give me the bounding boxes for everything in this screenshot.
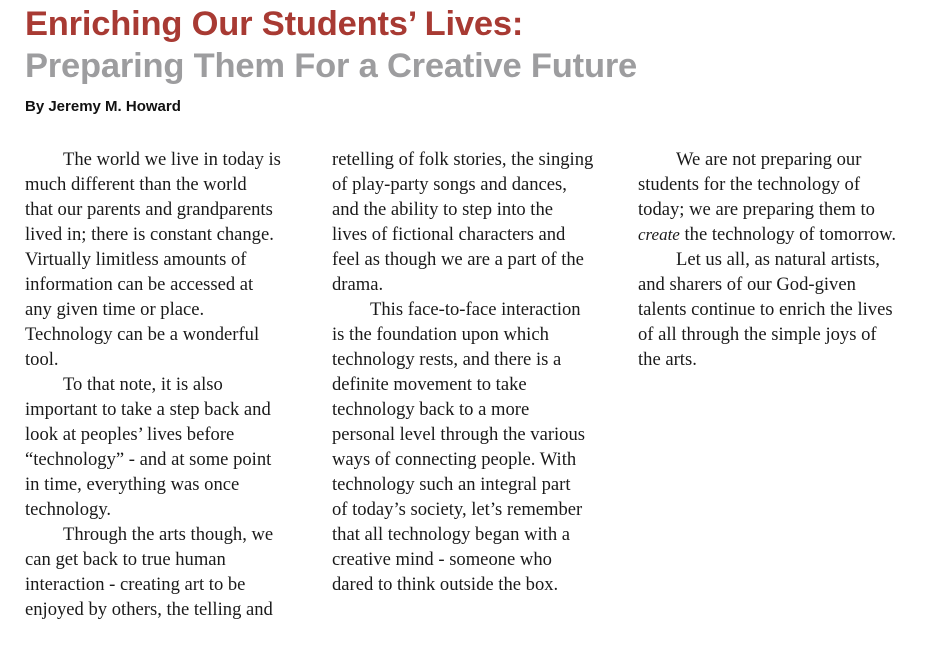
text-line: the arts. [638, 349, 697, 370]
text-line [638, 222, 930, 247]
text-fragment: the technology of tomorrow. [679, 224, 897, 245]
text-line: any given time or place. [25, 299, 205, 320]
text-line: ways of connecting people. With [332, 449, 577, 470]
text-line: definite movement to take [332, 374, 527, 395]
text-line: talents continue to enrich the lives [638, 299, 893, 320]
text-line: important to take a step back and [25, 399, 271, 420]
text-line: creative mind - someone who [332, 549, 552, 570]
text-line: personal level through the various [332, 424, 586, 445]
text-line: today; we are preparing them to [638, 199, 875, 220]
text-line: Technology can be a wonderful [25, 324, 260, 345]
title-line-2: Preparing Them For a Creative Future [25, 47, 638, 85]
text-line: information can be accessed at [25, 274, 254, 295]
text-line: of all through the simple joys of [638, 324, 877, 345]
text-line: of play-party songs and dances, [332, 174, 567, 195]
text-line: technology. [25, 499, 112, 520]
text-line: dared to think outside the box. [332, 574, 559, 595]
column-2 [332, 147, 622, 597]
text-line: drama. [332, 274, 384, 295]
text-line: retelling of folk stories, the singing [332, 149, 594, 170]
text-line: We are not preparing our [676, 149, 862, 170]
text-line: and the ability to step into the [332, 199, 554, 220]
text-line: lived in; there is constant change. [25, 224, 274, 245]
text-line: feel as though we are a part of the [332, 249, 584, 270]
text-line: tool. [25, 349, 59, 370]
column-3 [638, 147, 930, 372]
text-line: “technology” - and at some point [25, 449, 272, 470]
text-line: Let us all, as natural artists, [676, 249, 880, 270]
text-line: lives of fictional characters and [332, 224, 566, 245]
text-line: Through the arts though, we [63, 524, 274, 545]
text-line: The world we live in today is [63, 149, 281, 170]
text-line: To that note, it is also [63, 374, 223, 395]
text-line: technology rests, and there is a [332, 349, 562, 370]
text-line: technology back to a more [332, 399, 530, 420]
text-line: of today’s society, let’s remember [332, 499, 583, 520]
text-line: enjoyed by others, the telling and [25, 599, 273, 620]
text-line: technology such an integral part [332, 474, 571, 495]
column-1 [25, 147, 315, 622]
text-line: can get back to true human [25, 549, 226, 570]
byline: By Jeremy M. Howard [25, 98, 181, 115]
text-line: Virtually limitless amounts of [25, 249, 247, 270]
text-line: much different than the world [25, 174, 247, 195]
text-line: that our parents and grandparents [25, 199, 273, 220]
text-line: and sharers of our God-given [638, 274, 856, 295]
text-line: is the foundation upon which [332, 324, 549, 345]
title-line-1: Enriching Our Students’ Lives: [25, 5, 524, 43]
text-line: interaction - creating art to be [25, 574, 246, 595]
text-line: This face-to-face interaction [370, 299, 581, 320]
emphasis-create: create [638, 225, 680, 244]
text-line: that all technology began with a [332, 524, 571, 545]
text-line: look at peoples’ lives before [25, 424, 235, 445]
text-line: in time, everything was once [25, 474, 240, 495]
text-line: students for the technology of [638, 174, 861, 195]
